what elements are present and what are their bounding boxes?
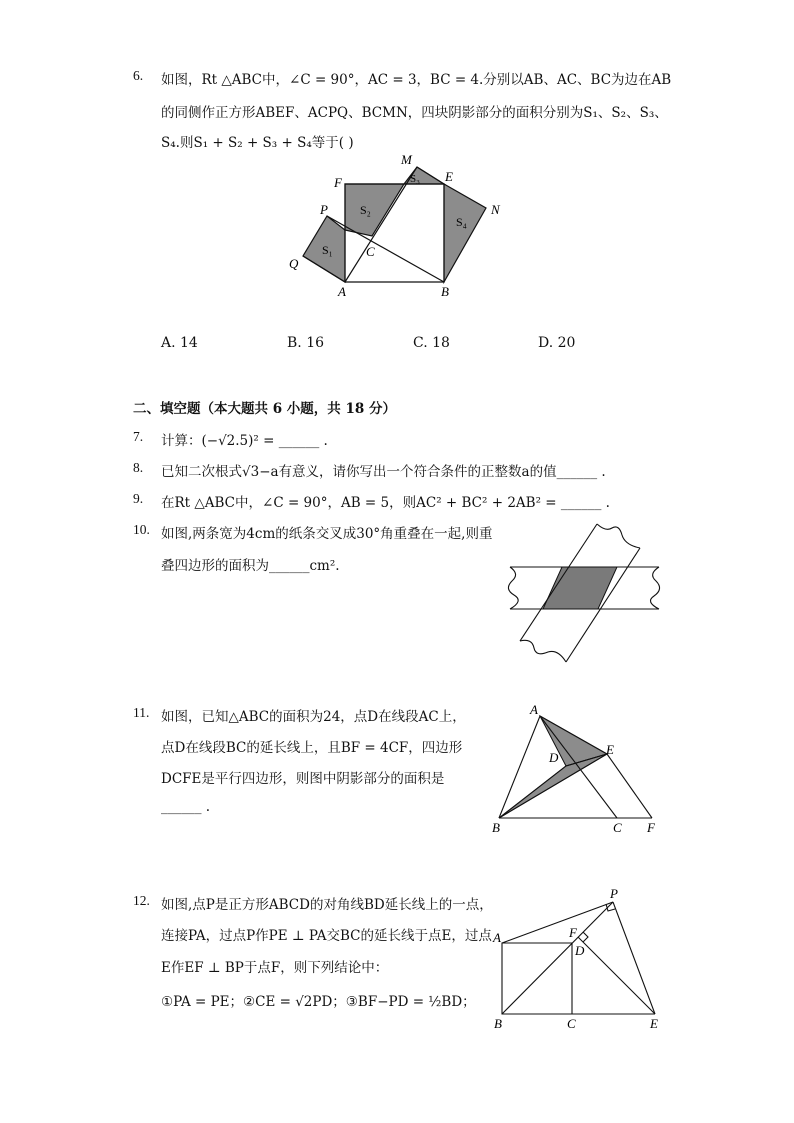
q6-label-s2: S₂ — [360, 203, 371, 217]
q6-shade-s2 — [345, 184, 404, 236]
q6-option-c[interactable] — [413, 335, 450, 351]
q12-line3: E作EF ⊥ BP于点F，则下列结论中： — [161, 960, 389, 976]
q12-number: 12. — [133, 893, 150, 908]
q6-label-q: Q — [289, 256, 299, 271]
q6-option-c-value: 18 — [432, 335, 450, 351]
q6-number: 6. — [133, 68, 144, 83]
q11-label-b: B — [492, 820, 500, 835]
q10-horizontal-strip-right-edge — [650, 567, 659, 609]
q6-line2: 的同侧作正方形ABEF、ACPQ、BCMN，四块阴影部分的面积分别为S₁、S₂、S₃、 — [161, 105, 668, 121]
q12-line-pe — [613, 902, 655, 1014]
q11-side-ac — [540, 716, 617, 818]
q6-label-n: N — [491, 202, 500, 217]
q12-right-angle-f — [583, 932, 588, 942]
q6-option-d-letter: D. — [538, 335, 554, 351]
q12-line4: ①PA = PE；②CE = √2PD；③BF−PD = ½BD； — [161, 994, 476, 1010]
section2-title: 二、填空题（本大题共 6 小题，共 18 分） — [133, 401, 396, 417]
q9-text: 在Rt △ABC中，∠C = 90°，AB = 5，则AC² + BC² + 2AB² = ______ . — [161, 495, 610, 511]
q12-line2: 连接PA，过点P作PE ⊥ PA交BC的延长线于点E，过点 — [161, 928, 492, 944]
q6-label-f: F — [334, 175, 342, 190]
q8-number: 8. — [133, 460, 144, 475]
q12-label-a: A — [493, 930, 501, 945]
q10-slanted-strip-top-edge — [597, 524, 640, 548]
q6-option-a-letter: A. — [161, 335, 176, 351]
q7-number: 7. — [133, 429, 144, 444]
q6-option-d[interactable] — [538, 335, 575, 351]
q6-label-s1: S₁ — [322, 243, 333, 257]
q6-label-m: M — [401, 152, 412, 167]
q12-label-d: D — [575, 943, 585, 958]
q6-label-e: E — [445, 169, 453, 184]
q6-option-a-value: 14 — [180, 335, 198, 351]
q11-number: 11. — [133, 705, 150, 720]
q10-slanted-strip-bottom-edge — [520, 640, 566, 662]
q6-line1: 如图，Rt △ABC中，∠C = 90°，AC = 3，BC = 4.分别以AB、AC、BC为边在AB — [161, 72, 672, 88]
q12-label-c: C — [567, 1016, 576, 1031]
q7-text: 计算：(−√2.5)² = ______ . — [161, 433, 328, 449]
q10-number: 10. — [133, 522, 150, 537]
q11-label-d: D — [549, 750, 559, 765]
q6-option-b-value: 16 — [306, 335, 325, 351]
q12-label-e: E — [650, 1016, 658, 1031]
q6-label-a: A — [338, 284, 346, 299]
q11-figure — [488, 700, 663, 840]
q12-line-fe — [578, 937, 655, 1014]
q12-label-b: B — [494, 1016, 502, 1031]
q6-label-s4: S₄ — [456, 215, 467, 229]
q11-label-f: F — [647, 820, 655, 835]
q11-line4: ______ . — [161, 799, 211, 815]
q6-label-p: P — [320, 202, 328, 217]
q11-line2: 点D在线段BC的延长线上，且BF = 4CF，四边形 — [161, 740, 463, 756]
q10-figure — [500, 518, 668, 666]
q6-option-a[interactable] — [161, 335, 198, 351]
q6-label-b: B — [441, 284, 449, 299]
q11-label-e: E — [606, 742, 614, 757]
q11-line1: 如图，已知△ABC的面积为24，点D在线段AC上， — [161, 709, 466, 725]
q6-option-d-value: 20 — [557, 335, 576, 351]
q10-overlap-shade — [543, 567, 617, 609]
q6-shade-s4 — [444, 184, 486, 282]
q8-text: 已知二次根式√3−a有意义，请你写出一个符合条件的正整数a的值______ . — [161, 464, 606, 480]
q6-line3: S₄.则S₁ + S₂ + S₃ + S₄等于( ) — [161, 135, 354, 151]
q6-option-b-letter: B. — [287, 335, 302, 351]
q10-horizontal-strip-left-edge — [508, 567, 518, 609]
q11-label-a: A — [530, 702, 538, 717]
q12-label-p: P — [610, 886, 618, 901]
q6-label-c: C — [366, 244, 375, 259]
q12-line-pa — [502, 902, 613, 943]
q6-figure — [280, 148, 510, 303]
q10-line2: 叠四边形的面积为______cm². — [161, 558, 340, 574]
q12-line-bp — [502, 902, 613, 1014]
q11-line3: DCFE是平行四边形，则图中阴影部分的面积是 — [161, 771, 445, 787]
q9-number: 9. — [133, 491, 144, 506]
q11-side-ef — [607, 754, 652, 818]
q12-figure — [488, 885, 668, 1033]
q12-label-f: F — [569, 925, 577, 940]
q6-option-c-letter: C. — [413, 335, 428, 351]
q11-label-c: C — [613, 820, 622, 835]
q10-line1: 如图,两条宽为4cm的纸条交叉成30°角重叠在一起,则重 — [161, 526, 493, 542]
q6-label-s3: S₃ — [410, 173, 420, 185]
q12-line1: 如图,点P是正方形ABCD的对角线BD延长线上的一点， — [161, 897, 493, 913]
q6-option-b[interactable] — [287, 335, 324, 351]
